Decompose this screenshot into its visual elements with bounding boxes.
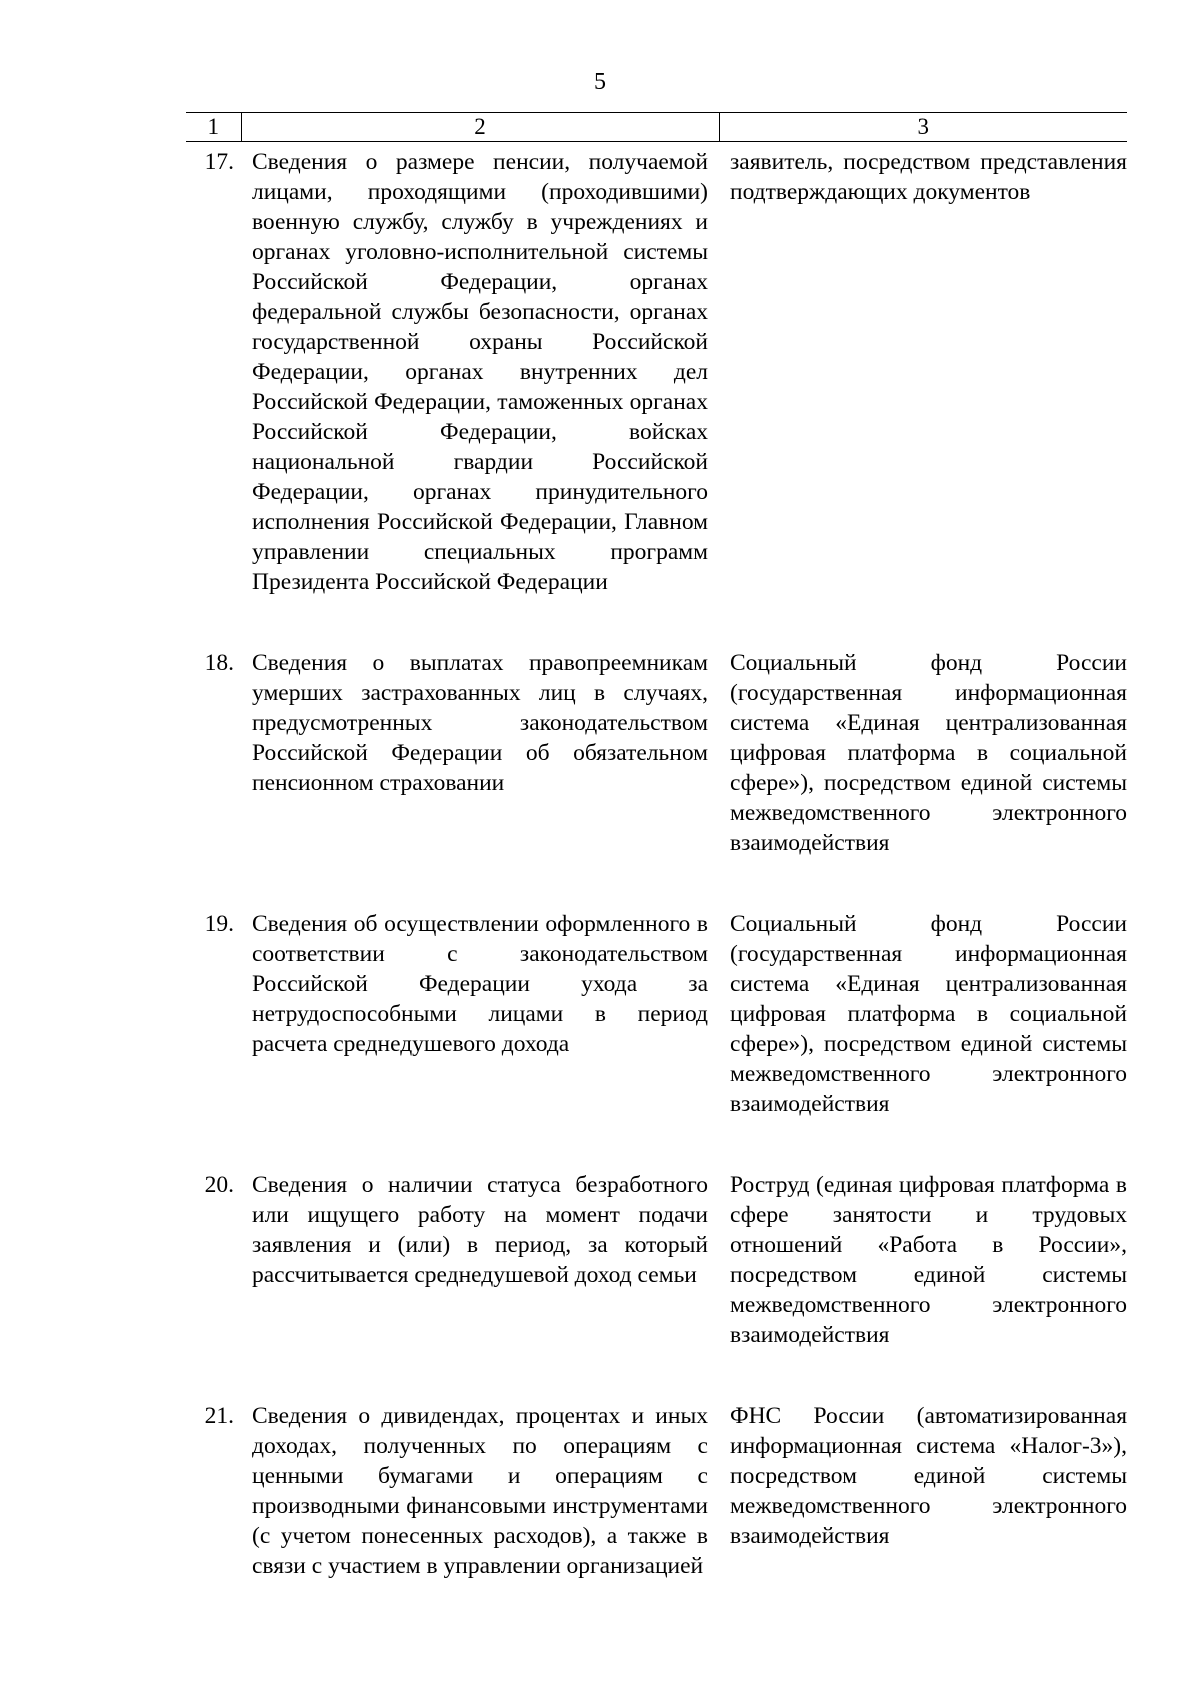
row-description: Сведения о выплатах правопреемникам умерших застрахованных лиц в случаях, предусмотренных законодательством Российской Федерации об обязательном пенсионном страховании [252,650,708,796]
row-description: Сведения об осуществлении оформленного в соответствии с законодательством Российской Федерации ухода за нетрудоспособными лицами в период расчета среднедушевого дохода [252,911,708,1057]
row-source: Социальный фонд России (государственная информационная система «Единая централизованная цифровая платформа в социальной сфере»), посредством единой системы межведомственного электронного взаимодействия [730,650,1127,856]
table-header-row [186,113,1127,142]
table-row [186,643,1127,904]
page-number: 5 [594,69,606,95]
column-header-2: 2 [241,113,719,142]
table-row [186,142,1127,644]
row-description: Сведения о размере пенсии, получаемой лицами, проходящими (проходившими) военную службу, службу в учреждениях и органах уголовно-исполнительной системы Российской Федерации, органах федеральной службы безопасности, органах государственной охраны Российской Федерации, органах внутренних дел Российской Федерации, таможенных органах Российской Федерации, войсках национальной гвардии Российской Федерации, органах принудительного исполнения Российской Федерации, Главном управлении специальных программ Президента Российской Федерации [252,149,708,595]
column-header-1: 1 [186,113,241,142]
table-row [186,1165,1127,1396]
row-description: Сведения о наличии статуса безработного или ищущего работу на момент подачи заявления и (или) в период, за который рассчитывается среднедушевой доход семьи [252,1172,708,1288]
row-number: 18. [204,650,234,676]
row-source: Роструд (единая цифровая платформа в сфере занятости и трудовых отношений «Работа в России», посредством единой системы межведомственного электронного взаимодействия [730,1172,1127,1348]
row-number: 20. [204,1172,234,1198]
row-source: ФНС России (автоматизированная информационная система «Налог-3»), посредством единой системы межведомственного электронного взаимодействия [730,1403,1127,1549]
row-number: 17. [204,149,234,175]
row-source: заявитель, посредством представления подтверждающих документов [730,149,1127,205]
row-source: Социальный фонд России (государственная информационная система «Единая централизованная цифровая платформа в социальной сфере»), посредством единой системы межведомственного электронного взаимодействия [730,911,1127,1117]
table-row [186,1396,1127,1581]
table-row [186,904,1127,1165]
column-header-3: 3 [719,113,1127,142]
row-description: Сведения о дивидендах, процентах и иных доходах, полученных по операциям с ценными бумагами и операциям с производными финансовыми инструментами (с учетом понесенных расходов), а также в связи с участием в управлении организацией [252,1403,708,1579]
document-table [186,112,1127,1581]
row-number: 21. [204,1403,234,1429]
row-number: 19. [204,911,234,937]
